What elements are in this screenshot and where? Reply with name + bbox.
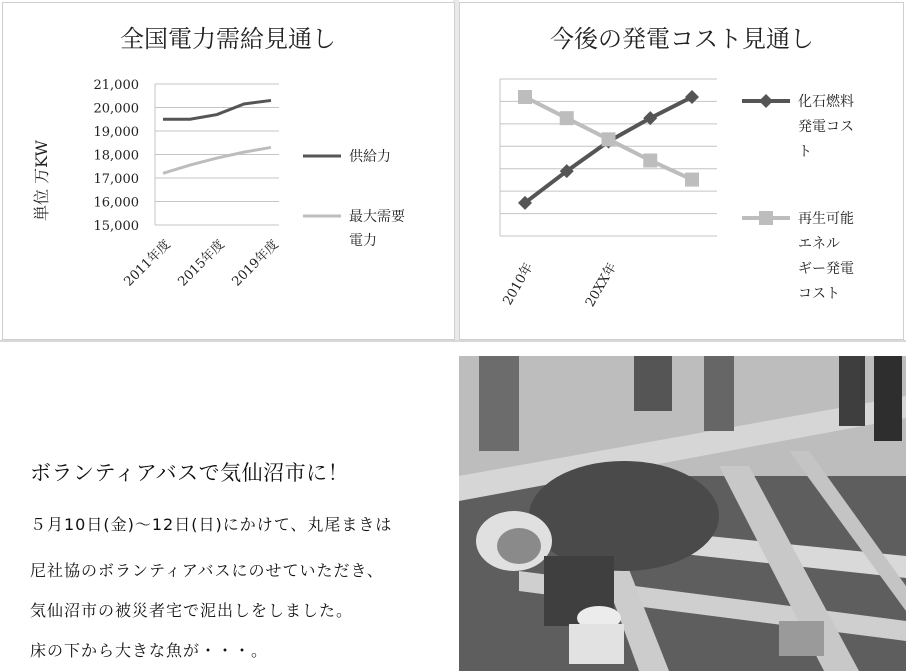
legend-label: エネル <box>798 236 840 252</box>
series-line <box>163 147 271 173</box>
x-tick-label: 2015年度 <box>175 237 228 290</box>
y-tick-label: 17,000 <box>93 172 139 187</box>
volunteer-photo <box>459 356 906 671</box>
article-headline: ボランティアバスで気仙沼市に！ <box>30 461 350 485</box>
article-line: 尼社協のボランティアバスにのせていただき、 <box>30 561 384 580</box>
x-tick-label: 20XX年 <box>582 260 620 310</box>
power-supply-chart-panel <box>2 2 455 340</box>
x-tick-label: 2011年度 <box>121 237 174 290</box>
y-tick-label: 19,000 <box>93 125 139 140</box>
series-line <box>525 97 692 203</box>
data-point <box>643 154 657 168</box>
y-axis-label: 単位 万KW <box>32 140 51 221</box>
data-point <box>518 90 532 104</box>
data-point <box>560 111 574 125</box>
legend-label: ト <box>798 144 812 160</box>
data-point <box>685 173 699 187</box>
y-tick-label: 20,000 <box>93 101 139 117</box>
legend-label: 再生可能 <box>798 211 854 227</box>
legend-label: 電力 <box>349 233 377 249</box>
legend-label: 化石燃料 <box>798 94 854 110</box>
generation-cost-chart <box>460 3 903 339</box>
x-tick-label: 2010年 <box>500 260 537 308</box>
data-point <box>602 132 616 146</box>
y-tick-label: 15,000 <box>93 219 139 234</box>
article-line: 床の下から大きな魚が・・・。 <box>30 641 269 660</box>
power-supply-chart <box>3 3 454 339</box>
article-line: ５月10日(金)〜12日(日)にかけて、丸尾まきは <box>30 515 393 534</box>
article-line: 気仙沼市の被災者宅で泥出しをしました。 <box>30 601 354 620</box>
legend-label: 供給力 <box>349 149 391 165</box>
y-tick-label: 18,000 <box>93 148 139 164</box>
legend-marker <box>759 211 773 225</box>
x-tick-label: 2019年度 <box>229 237 282 290</box>
series-line <box>163 100 271 119</box>
legend-label: 発電コス <box>798 119 854 135</box>
section-separator <box>0 340 906 342</box>
chart-title: 全国電力需給見通し <box>120 25 336 53</box>
legend-label: コスト <box>798 286 840 302</box>
generation-cost-chart-panel <box>459 2 904 340</box>
legend-label: 最大需要 <box>349 209 405 225</box>
y-tick-label: 16,000 <box>93 195 139 211</box>
legend-label: ギー発電 <box>798 261 854 277</box>
legend-marker <box>759 94 773 108</box>
y-tick-label: 21,000 <box>93 78 139 93</box>
chart-title: 今後の発電コスト見通し <box>550 25 814 53</box>
